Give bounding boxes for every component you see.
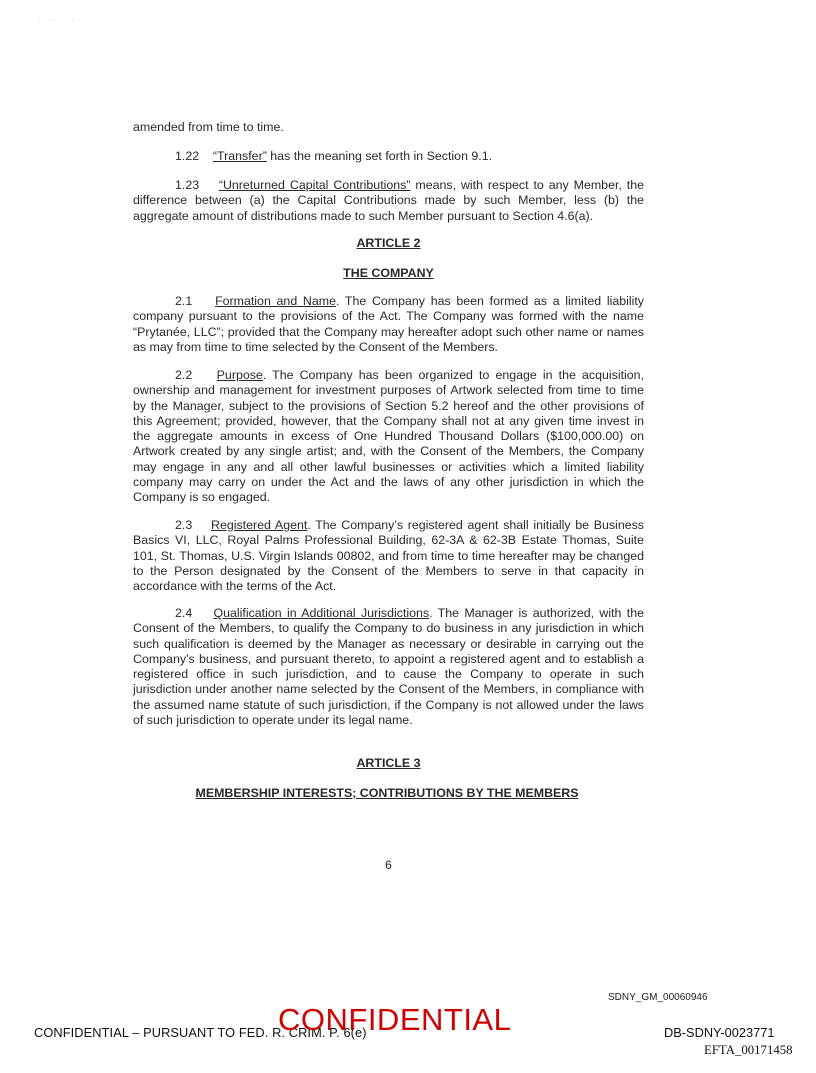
definition-term: “Transfer”	[212, 149, 267, 163]
section-title: Purpose	[216, 368, 263, 382]
section-text: . The Company has been formed as a limited liability company pursuant to the provisions of the Act. The Company was formed with the name “Prytanée, LLC”; provided that the Company may hereafter adopt such other name or names as may from time to time selected by the Consent of the Members.	[133, 294, 644, 354]
section-number: 2.4	[175, 606, 193, 620]
section-title: Formation and Name	[215, 294, 336, 308]
section-text: . The Company has been organized to engage in the acquisition, ownership and management for investment purposes of Artwork selected from time to time by the Manager, subject to the provisions of Section 5.2 hereof and the other provisions of this Agreement; provided, however, that the Company shall not at any given time invest in the aggregate amounts in excess of One Hundred Thousand Dollars ($100,000.00) on Artwork created by any single artist; and, with the Consent of the Members, the Company may engage in any and all other lawful businesses or activities which a limited liability company may carry on under the Act and the laws of any other jurisdiction in which the Company is so engaged.	[133, 368, 644, 505]
definition-number: 1.23	[175, 178, 200, 192]
section-text: . The Company’s registered agent shall initially be Business Basics VI, LLC, Royal Palms Professional Building, 62-3A & 62-3B Estate Thomas, Suite 101, St. Thomas, U.S. Virgin Islands 00802, and from time to time hereafter may be changed to the Person designated by the Consent of the Members to serve in that capacity in accordance with the terms of the Act.	[133, 518, 644, 594]
scan-specks: . . .	[38, 14, 74, 23]
section-number: 2.1	[175, 294, 193, 308]
section-text: . The Manager is authorized, with the Consent of the Members, to qualify the Company to do business in any jurisdiction in which such qualification is deemed by the Manager as necessary or desirable in carrying out the Company’s business, and pursuant thereto, to appoint a registered agent and to establish a registered office in such jurisdiction, and to cause the Company to operate in such jurisdiction under another name selected by the Consent of the Members, in compliance with the assumed name statute of such jurisdiction, if the Company is not allowed under the laws of such jurisdiction to operate under its legal name.	[133, 606, 644, 728]
definition-text: has the meaning set forth in Section 9.1.	[266, 149, 493, 163]
page-number: 6	[385, 858, 392, 872]
definition-term: “Unreturned Capital Contributions”	[218, 178, 411, 192]
definition-number: 1.22	[175, 149, 200, 163]
continuation-text: amended from time to time.	[133, 120, 284, 134]
article-2-title: THE COMPANY	[343, 266, 434, 280]
bates-number-db-sdny: DB-SDNY-0023771	[664, 1025, 775, 1040]
confidential-footer-notice: CONFIDENTIAL – PURSUANT TO FED. R. CRIM. P. 6(e)	[34, 1025, 367, 1040]
section-title: Registered Agent	[211, 518, 308, 532]
section-2-4	[133, 606, 644, 728]
article-3-title: MEMBERSHIP INTERESTS; CONTRIBUTIONS BY THE MEMBERS	[195, 786, 579, 800]
section-number: 2.2	[175, 368, 193, 382]
section-2-2	[133, 368, 644, 506]
article-2-heading: ARTICLE 2	[356, 236, 421, 250]
bates-number-efta: EFTA_00171458	[704, 1043, 793, 1057]
section-title: Qualification in Additional Jurisdictions	[213, 606, 430, 620]
definition-1-23	[133, 178, 644, 224]
section-2-1	[133, 294, 644, 355]
confidential-stamp: CONFIDENTIAL	[278, 1002, 512, 1037]
bates-number-sdny-gm: SDNY_GM_00060946	[608, 992, 708, 1003]
article-3-heading: ARTICLE 3	[356, 756, 421, 770]
section-number: 2.3	[175, 518, 193, 532]
definition-text: means, with respect to any Member, the difference between (a) the Capital Contributions made by such Member, less (b) the aggregate amount of distributions made to such Member pursuant to Section 4.6(a).	[133, 178, 644, 223]
definition-1-22	[133, 149, 644, 164]
section-2-3	[133, 518, 644, 594]
